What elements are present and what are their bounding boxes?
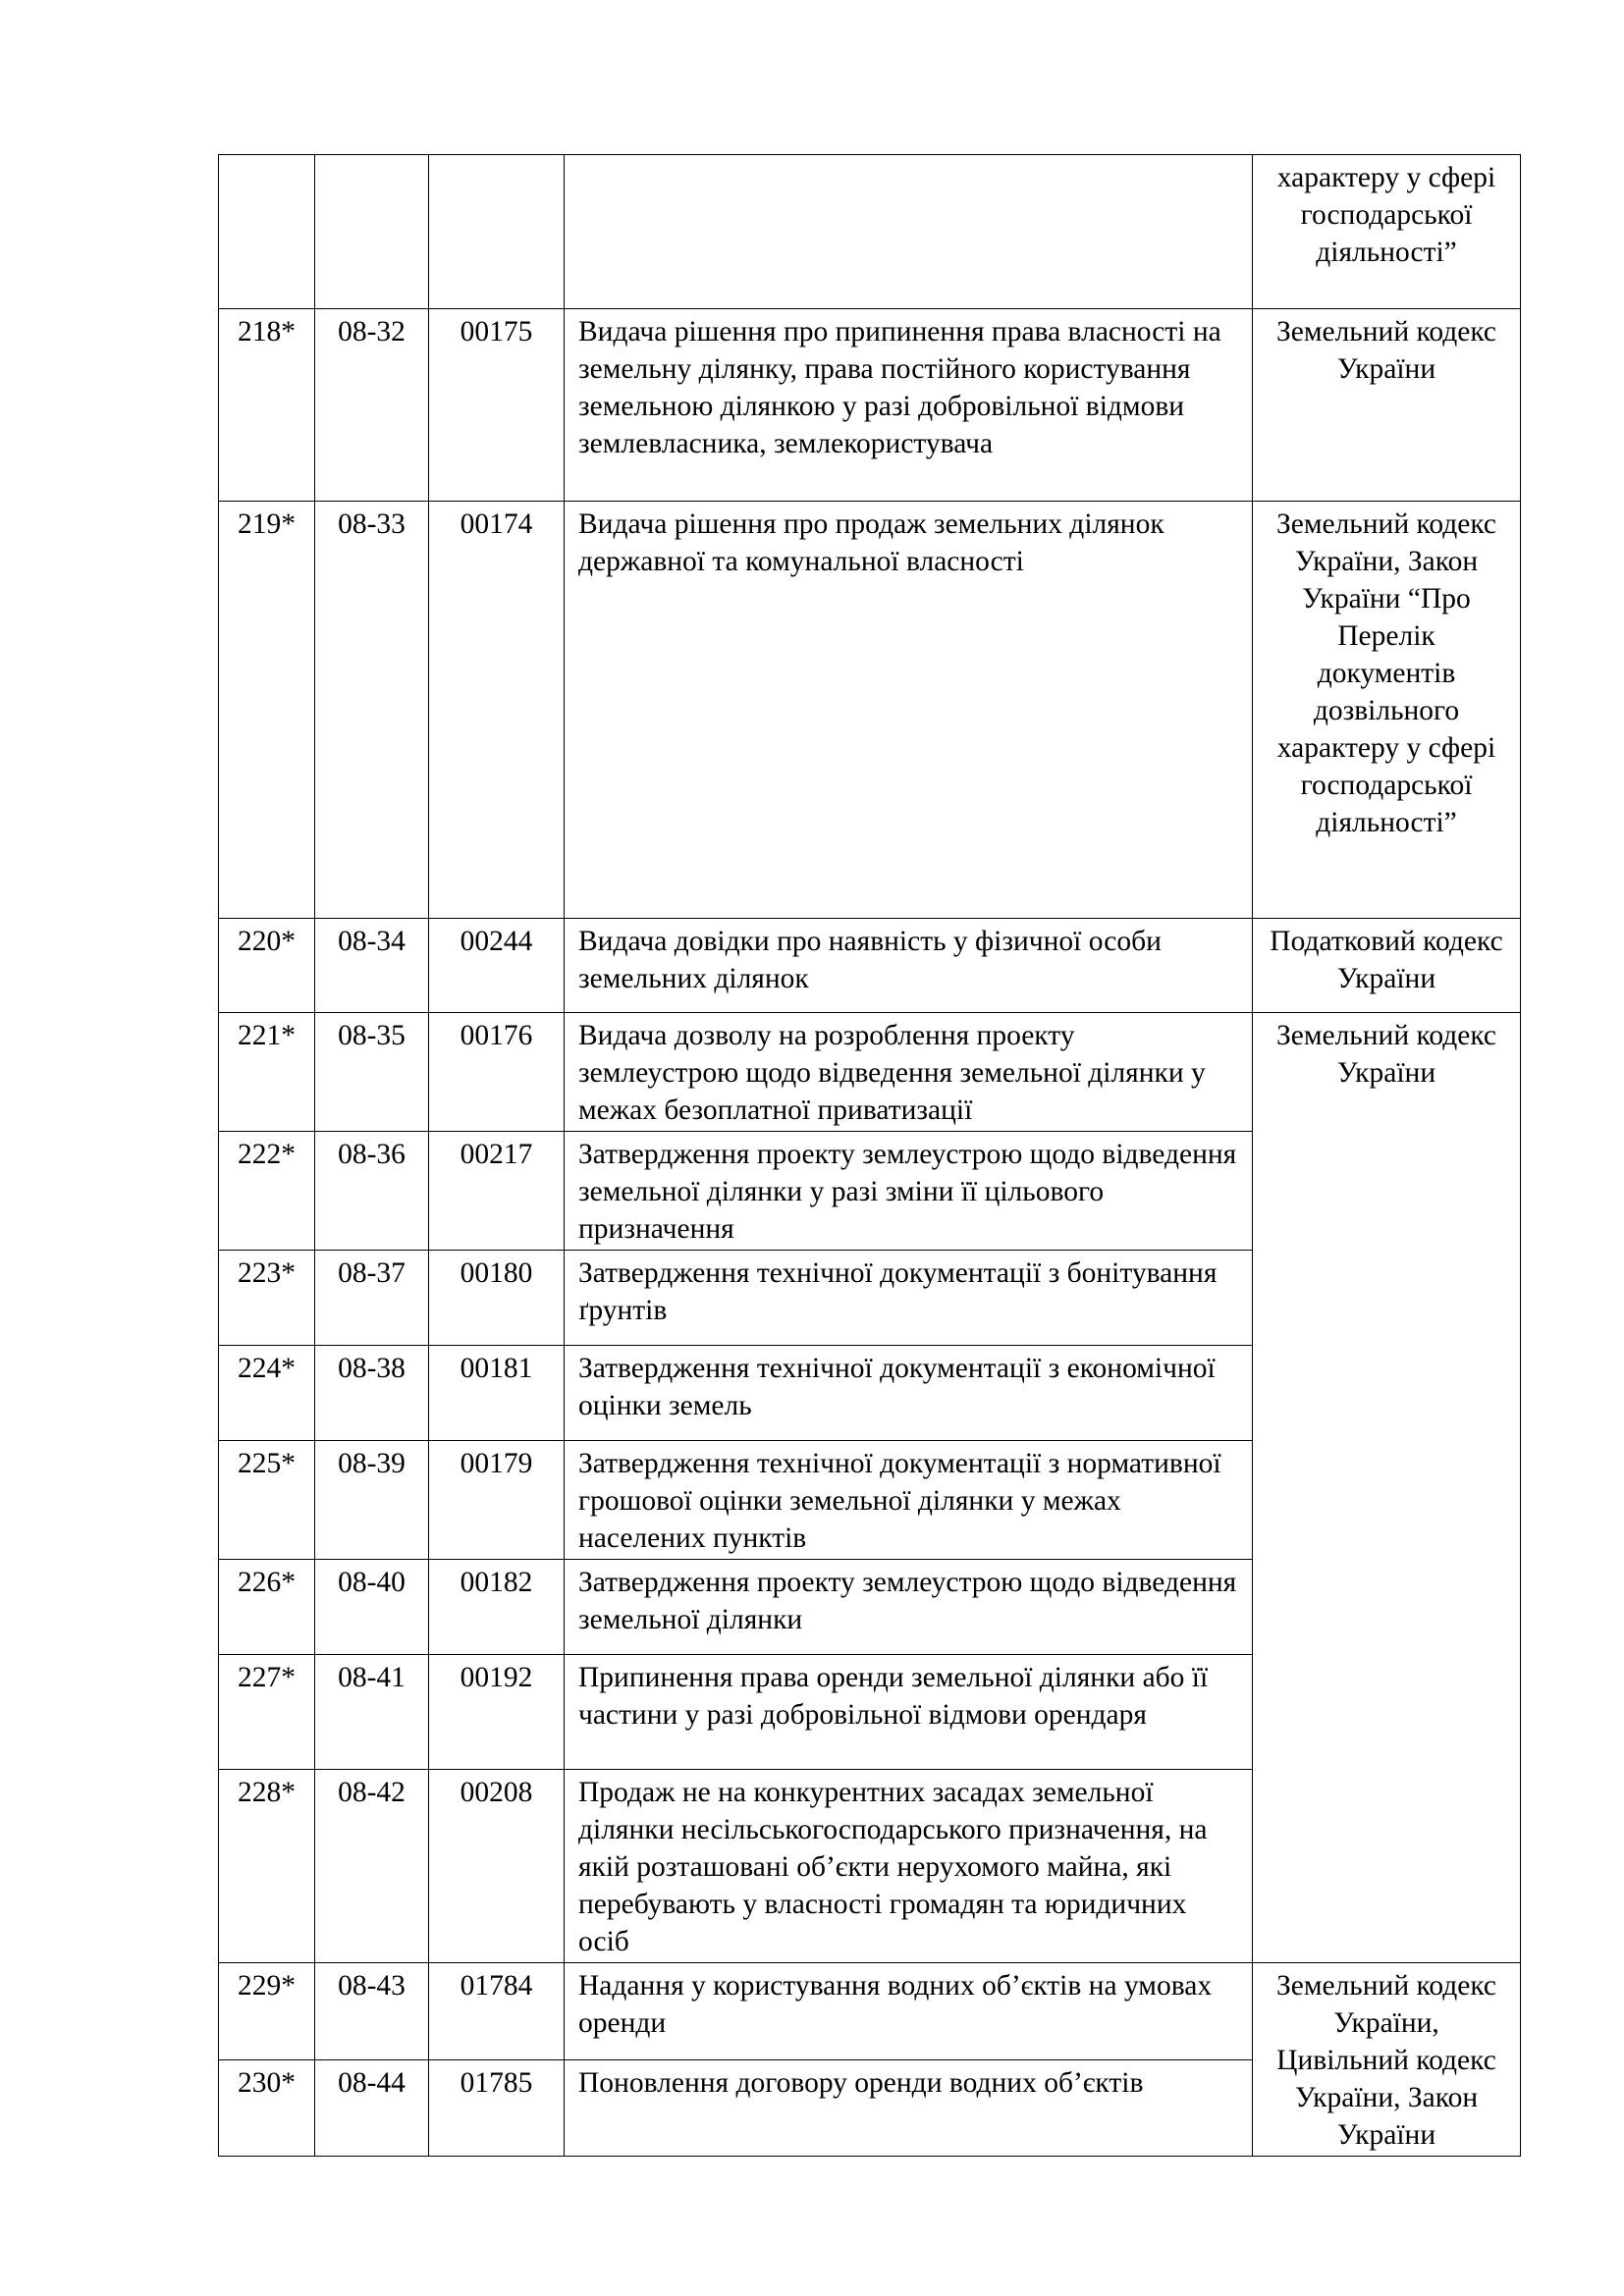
row-legal-basis: Земельний кодекс України, Цивільний кодекс України, Закон України: [1253, 1963, 1521, 2157]
row-number: 222*: [219, 1132, 315, 1251]
row-id: 00217: [429, 1132, 565, 1251]
table-row: [219, 919, 1521, 1013]
row-service-name: Затвердження проекту землеустрою щодо відведення земельної ділянки у разі зміни її цільового призначення: [565, 1132, 1253, 1251]
row-number: [219, 155, 315, 309]
row-number: 230*: [219, 2059, 315, 2157]
row-number: 218*: [219, 309, 315, 502]
row-service-name: Видача рішення про припинення права власності на земельну ділянку, права постійного користування земельною ділянкою у разі добровільної відмови землевласника, землекористувача: [565, 309, 1253, 502]
table-row: [219, 155, 1521, 309]
row-id: 00208: [429, 1770, 565, 1963]
row-code: 08-43: [315, 1963, 429, 2060]
row-legal-basis: Земельний кодекс України: [1253, 309, 1521, 502]
row-id: 00174: [429, 502, 565, 919]
row-code: 08-34: [315, 919, 429, 1013]
row-service-name: Затвердження проекту землеустрою щодо відведення земельної ділянки: [565, 1560, 1253, 1655]
row-number: 223*: [219, 1251, 315, 1346]
row-number: 224*: [219, 1346, 315, 1441]
row-number: 219*: [219, 502, 315, 919]
row-service-name: Видача рішення про продаж земельних ділянок державної та комунальної власності: [565, 502, 1253, 919]
table-row: [219, 1013, 1521, 1132]
row-service-name: Затвердження технічної документації з нормативної грошової оцінки земельної ділянки у межах населених пунктів: [565, 1441, 1253, 1560]
row-code: 08-33: [315, 502, 429, 919]
row-code: 08-44: [315, 2059, 429, 2157]
row-id: 00244: [429, 919, 565, 1013]
row-id: 00182: [429, 1560, 565, 1655]
row-service-name: Припинення права оренди земельної ділянки або її частини у разі добровільної відмови орендаря: [565, 1655, 1253, 1770]
row-number: 227*: [219, 1655, 315, 1770]
row-number: 220*: [219, 919, 315, 1013]
table-row: [219, 502, 1521, 919]
row-id: 00175: [429, 309, 565, 502]
row-legal-basis: характеру у сфері господарської діяльності”: [1253, 155, 1521, 309]
row-service-name: Затвердження технічної документації з економічної оцінки земель: [565, 1346, 1253, 1441]
row-code: 08-42: [315, 1770, 429, 1963]
row-number: 229*: [219, 1963, 315, 2060]
table-row: [219, 309, 1521, 502]
row-id: [429, 155, 565, 309]
row-service-name: Продаж не на конкурентних засадах земельної ділянки несільськогосподарського призначення, на якій розташовані об’єкти нерухомого майна, які перебувають у власності громадян та юридичних осіб: [565, 1770, 1253, 1963]
row-code: 08-37: [315, 1251, 429, 1346]
row-id: 01785: [429, 2059, 565, 2157]
row-service-name: Надання у користування водних об’єктів на умовах оренди: [565, 1963, 1253, 2060]
row-code: 08-35: [315, 1013, 429, 1132]
row-id: 00176: [429, 1013, 565, 1132]
row-number: 221*: [219, 1013, 315, 1132]
row-service-name: Видача довідки про наявність у фізичної особи земельних ділянок: [565, 919, 1253, 1013]
services-table: [218, 154, 1521, 2157]
row-legal-basis: Земельний кодекс України, Закон України “Про Перелік документів дозвільного характеру у сфері господарської діяльності”: [1253, 502, 1521, 919]
table-row: [219, 1963, 1521, 2060]
row-code: 08-40: [315, 1560, 429, 1655]
row-id: 00179: [429, 1441, 565, 1560]
row-service-name: Видача дозволу на розроблення проекту землеустрою щодо відведення земельної ділянки у межах безоплатної приватизації: [565, 1013, 1253, 1132]
row-code: 08-38: [315, 1346, 429, 1441]
row-number: 228*: [219, 1770, 315, 1963]
row-number: 226*: [219, 1560, 315, 1655]
row-legal-basis: Земельний кодекс України: [1253, 1013, 1521, 1963]
row-code: [315, 155, 429, 309]
row-id: 01784: [429, 1963, 565, 2060]
row-id: 00192: [429, 1655, 565, 1770]
row-service-name: [565, 155, 1253, 309]
row-legal-basis: Податковий кодекс України: [1253, 919, 1521, 1013]
row-code: 08-41: [315, 1655, 429, 1770]
row-number: 225*: [219, 1441, 315, 1560]
row-code: 08-39: [315, 1441, 429, 1560]
row-code: 08-36: [315, 1132, 429, 1251]
row-service-name: Поновлення договору оренди водних об’єктів: [565, 2059, 1253, 2157]
row-id: 00181: [429, 1346, 565, 1441]
row-id: 00180: [429, 1251, 565, 1346]
row-code: 08-32: [315, 309, 429, 502]
row-service-name: Затвердження технічної документації з бонітування ґрунтів: [565, 1251, 1253, 1346]
